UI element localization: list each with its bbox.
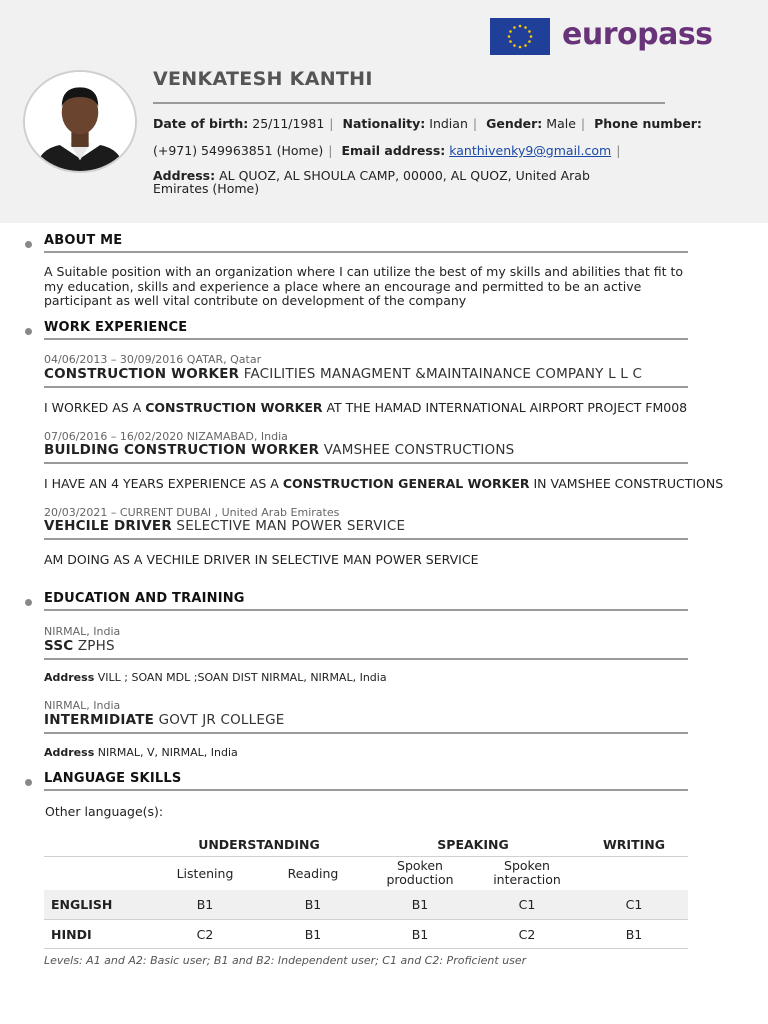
job-role: BUILDING CONSTRUCTION WORKER: [44, 442, 320, 458]
education-title: EDUCATION AND TRAINING: [44, 591, 245, 606]
section-bullet: [25, 328, 32, 335]
eu-flag-icon: [490, 18, 550, 55]
cv-header: [0, 0, 768, 223]
edu-address: [44, 746, 238, 759]
about-text: A Suitable position with an organization where I can utilize the best of my skills and abilities that fit to my education, skills and experience a place where an encourage and permitted to be an active participant as well vital contribute on development of the company: [44, 264, 684, 308]
spoken-interaction-header: [472, 859, 582, 887]
edu-title: [44, 638, 115, 654]
job-role: VEHCILE DRIVER: [44, 518, 172, 534]
reading-header: Reading: [287, 866, 339, 881]
about-title: ABOUT ME: [44, 233, 123, 248]
phone-value: (+971) 549963851 (Home): [153, 143, 324, 158]
separator: |: [329, 116, 334, 131]
separator: |: [328, 143, 333, 158]
language-name: ENGLISH: [51, 897, 113, 912]
dob-value: 25/11/1981: [252, 116, 325, 131]
job-desc-text: AT THE HAMAD INTERNATIONAL AIRPORT PROJECT FM008: [326, 400, 688, 415]
header-line: Spoken: [504, 858, 550, 873]
separator: |: [580, 116, 586, 131]
job-rule: [44, 462, 688, 464]
email-label: Email address:: [341, 143, 446, 158]
personal-info-line-1: [153, 116, 702, 131]
edu-place: NIRMAL, India: [44, 625, 121, 638]
speaking-header: SPEAKING: [437, 837, 509, 852]
level-reading: B1: [304, 927, 322, 942]
job-meta: 07/06/2016 – 16/02/2020 NIZAMABAD, India: [44, 430, 288, 443]
job-desc-text: IN VAMSHEE CONSTRUCTIONS: [533, 476, 724, 491]
job-title: [44, 518, 405, 534]
language-name: HINDI: [51, 927, 92, 942]
job-employer: SELECTIVE MAN POWER SERVICE: [176, 518, 406, 534]
job-description: [44, 400, 687, 415]
nationality-label: Nationality:: [342, 116, 426, 131]
job-employer: VAMSHEE CONSTRUCTIONS: [323, 442, 515, 458]
job-description: AM DOING AS A VECHILE DRIVER IN SELECTIVE MAN POWER SERVICE: [44, 552, 479, 567]
phone-label: Phone number:: [594, 116, 702, 131]
job-desc-bold: CONSTRUCTION WORKER: [145, 400, 323, 415]
job-meta: 04/06/2013 – 30/09/2016 QATAR, Qatar: [44, 353, 262, 366]
edu-school: GOVT JR COLLEGE: [158, 712, 285, 728]
section-rule: [44, 338, 688, 340]
personal-info-line-3: [153, 169, 633, 195]
europass-logo: europass: [562, 17, 713, 52]
personal-info-line-2: [153, 143, 625, 158]
gender-value: Male: [546, 116, 576, 131]
edu-address-value: NIRMAL, V, NIRMAL, India: [97, 746, 238, 759]
level-reading: B1: [304, 897, 322, 912]
job-employer: FACILITIES MANAGMENT &MAINTAINANCE COMPANY L L C: [243, 366, 643, 382]
job-description: [44, 476, 723, 491]
listening-header: Listening: [176, 866, 234, 881]
job-role: CONSTRUCTION WORKER: [44, 366, 240, 382]
edu-school: ZPHS: [77, 638, 115, 654]
table-rule: [44, 856, 688, 857]
edu-qualification: INTERMIDIATE: [44, 712, 155, 728]
email-link[interactable]: kanthivenky9@gmail.com: [449, 143, 612, 158]
job-desc-bold: CONSTRUCTION GENERAL WORKER: [282, 476, 530, 491]
section-bullet: [25, 599, 32, 606]
nationality-value: Indian: [429, 116, 468, 131]
edu-title: [44, 712, 284, 728]
name-divider: [153, 102, 665, 104]
edu-address: [44, 671, 387, 684]
level-spoken-production: B1: [411, 897, 429, 912]
edu-rule: [44, 732, 688, 734]
address-label: Address:: [153, 168, 216, 183]
understanding-header: UNDERSTANDING: [198, 837, 320, 852]
writing-header: WRITING: [603, 837, 665, 852]
job-title: [44, 366, 642, 382]
edu-place: NIRMAL, India: [44, 699, 121, 712]
edu-address-label: Address: [44, 671, 95, 684]
section-bullet: [25, 241, 32, 248]
spoken-production-header: [365, 859, 475, 887]
address-value: AL QUOZ, AL SHOULA CAMP, 00000, AL QUOZ, United Arab Emirates (Home): [153, 168, 590, 196]
profile-photo: [23, 70, 137, 173]
edu-address-value: VILL ; SOAN MDL ;SOAN DIST NIRMAL, NIRMAL, India: [97, 671, 387, 684]
separator: |: [616, 143, 621, 158]
separator: |: [472, 116, 478, 131]
job-rule: [44, 538, 688, 540]
gender-label: Gender:: [486, 116, 543, 131]
level-spoken-interaction: C2: [518, 927, 536, 942]
job-meta: 20/03/2021 – CURRENT DUBAI , United Arab Emirates: [44, 506, 340, 519]
job-desc-text: I HAVE AN 4 YEARS EXPERIENCE AS A: [44, 476, 279, 491]
level-writing: B1: [625, 927, 643, 942]
dob-label: Date of birth:: [153, 116, 249, 131]
section-rule: [44, 609, 688, 611]
job-desc-text: I WORKED AS A: [44, 400, 142, 415]
job-rule: [44, 386, 688, 388]
table-rule: [44, 948, 688, 949]
edu-qualification: SSC: [44, 638, 74, 654]
header-line: Spoken: [397, 858, 443, 873]
work-title: WORK EXPERIENCE: [44, 320, 188, 335]
languages-title: LANGUAGE SKILLS: [44, 771, 182, 786]
level-writing: C1: [625, 897, 643, 912]
other-languages-label: Other language(s):: [45, 804, 164, 819]
section-bullet: [25, 779, 32, 786]
section-rule: [44, 251, 688, 253]
level-listening: C2: [196, 927, 214, 942]
job-title: [44, 442, 514, 458]
levels-note: Levels: A1 and A2: Basic user; B1 and B2: Independent user; C1 and C2: Proficient user: [44, 954, 527, 967]
section-rule: [44, 789, 688, 791]
edu-address-label: Address: [44, 746, 95, 759]
level-listening: B1: [196, 897, 214, 912]
level-spoken-production: B1: [411, 927, 429, 942]
edu-rule: [44, 658, 688, 660]
full-name: VENKATESH KANTHI: [153, 68, 373, 90]
header-line: production: [386, 872, 454, 887]
level-spoken-interaction: C1: [518, 897, 536, 912]
header-line: interaction: [493, 872, 561, 887]
table-rule: [44, 919, 688, 920]
